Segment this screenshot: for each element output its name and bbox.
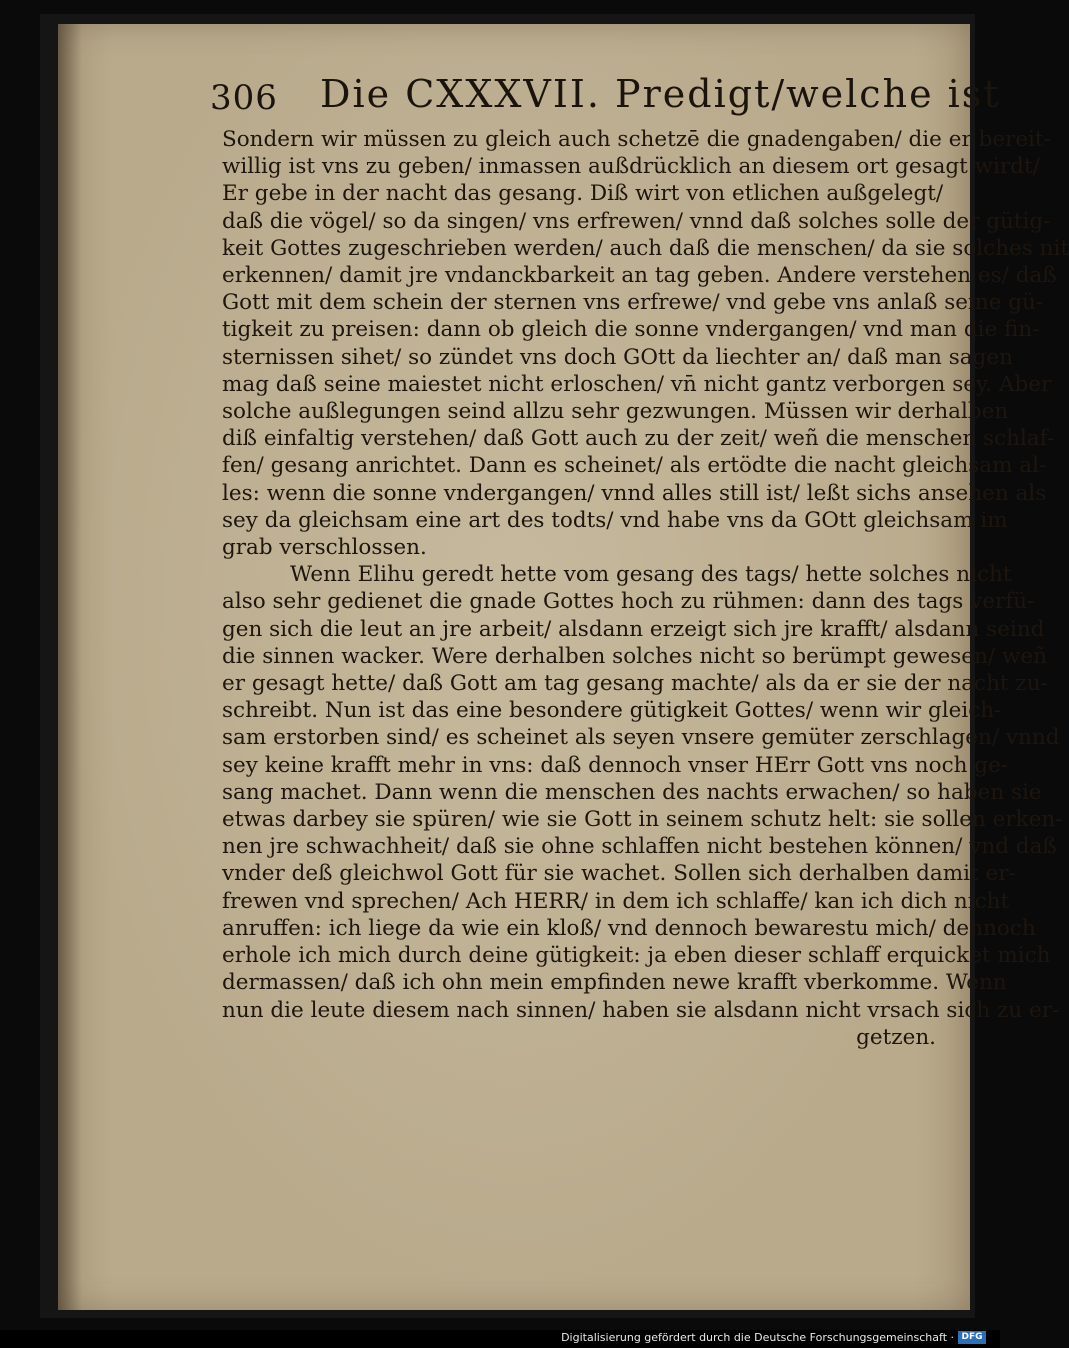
gutter-shadow — [58, 24, 82, 1310]
text-line: gen sich die leut an jre arbeit/ alsdann erzeigt sich jre krafft/ alsdann seind — [222, 616, 1045, 642]
text-line: solche außlegungen seind allzu sehr gezwungen. Müssen wir derhalben — [222, 399, 1009, 425]
running-head: Die CXXXVII. Predigt/welche ist — [320, 72, 1001, 116]
text-line: frewen vnd sprechen/ Ach HERR/ in dem ich schlaffe/ kan ich dich nicht — [222, 888, 1010, 914]
text-line: willig ist vns zu geben/ inmassen außdrücklich an diesem ort gesagt wirdt/ — [222, 154, 1040, 180]
paragraph-1 — [222, 126, 1069, 561]
page-number: 306 — [210, 78, 278, 118]
text-line: diß einfaltig verstehen/ daß Gott auch zu der zeit/ weñ die menschen schlaf- — [222, 426, 1055, 452]
text-line: also sehr gedienet die gnade Gottes hoch zu rühmen: dann des tags verfü- — [222, 589, 1035, 615]
text-line: fen/ gesang anrichtet. Dann es scheinet/ als ertödte die nacht gleichsam al- — [222, 453, 1047, 479]
text-line: er gesagt hette/ daß Gott am tag gesang machte/ als da er sie der nacht zu- — [222, 671, 1048, 697]
text-line: etwas darbey sie spüren/ wie sie Gott in seinem schutz helt: sie sollen erken- — [222, 807, 1063, 833]
text-line: vnder deß gleichwol Gott für sie wachet. Sollen sich derhalben damit er- — [222, 861, 1016, 887]
text-line: sam erstorben sind/ es scheinet als seyen vnsere gemüter zerschlagen/ vnnd — [222, 725, 1060, 751]
text-line: die sinnen wacker. Were derhalben solches nicht so berümpt gewesen/ weñ — [222, 643, 1047, 669]
text-line: sey da gleichsam eine art des todts/ vnd habe vns da GOtt gleichsam im — [222, 507, 1008, 533]
text-line: dermassen/ daß ich ohn mein empfinden newe krafft vberkomme. Wenn — [222, 970, 1007, 996]
text-line: daß die vögel/ so da singen/ vns erfrewen/ vnnd daß solches solle der gütig- — [222, 208, 1051, 234]
text-line: sey keine krafft mehr in vns: daß dennoch vnser HErr Gott vns noch ge- — [222, 752, 1009, 778]
text-line: tigkeit zu preisen: dann ob gleich die sonne vndergangen/ vnd man die fin- — [222, 317, 1040, 343]
text-line: mag daß seine maiestet nicht erloschen/ vn̄ nicht gantz verborgen sey. Aber — [222, 371, 1052, 397]
dfg-logo: DFG — [958, 1331, 986, 1344]
text-line: erhole ich mich durch deine gütigkeit: ja eben dieser schlaff erquicket mich — [222, 943, 1051, 969]
text-line: nen jre schwachheit/ daß sie ohne schlaffen nicht bestehen können/ vnd daß — [222, 834, 1057, 860]
text-line: les: wenn die sonne vndergangen/ vnnd alles still ist/ leßt sichs ansehen als — [222, 480, 1047, 506]
text-line: anruffen: ich liege da wie ein kloß/ vnd dennoch bewarestu mich/ dennoch — [222, 915, 1036, 941]
funding-credit: Digitalisierung gefördert durch die Deutsche Forschungsgemeinschaft · — [561, 1331, 954, 1344]
text-line: erkennen/ damit jre vndanckbarkeit an tag geben. Andere verstehen es/ daß — [222, 263, 1057, 289]
catchword: getzen. — [856, 1024, 936, 1050]
body-text — [222, 126, 1069, 1051]
text-line: schreibt. Nun ist das eine besondere gütigkeit Gottes/ wenn wir gleich- — [222, 698, 1002, 724]
text-line: sang machet. Dann wenn die menschen des nachts erwachen/ so haben sie — [222, 779, 1042, 805]
text-line: sternissen sihet/ so zündet vns doch GOtt da liechter an/ daß man sagen — [222, 344, 1013, 370]
text-line: Wenn Elihu geredt hette vom gesang des tags/ hette solches nicht — [290, 562, 1012, 588]
paragraph-2 — [222, 561, 1063, 1023]
page-header — [210, 72, 1001, 122]
text-line: Gott mit dem schein der sternen vns erfrewe/ vnd gebe vns anlaß seine gü- — [222, 290, 1044, 316]
text-line: nun die leute diesem nach sinnen/ haben sie alsdann nicht vrsach sich zu er- — [222, 997, 1060, 1023]
text-line: Sondern wir müssen zu gleich auch schetzē die gnadengaben/ die er bereit- — [222, 127, 1051, 152]
text-line: grab verschlossen. — [222, 535, 427, 561]
text-line: keit Gottes zugeschrieben werden/ auch daß die menschen/ da sie solches nit — [222, 235, 1069, 261]
text-line: Er gebe in der nacht das gesang. Diß wirt von etlichen außgelegt/ — [222, 181, 944, 207]
